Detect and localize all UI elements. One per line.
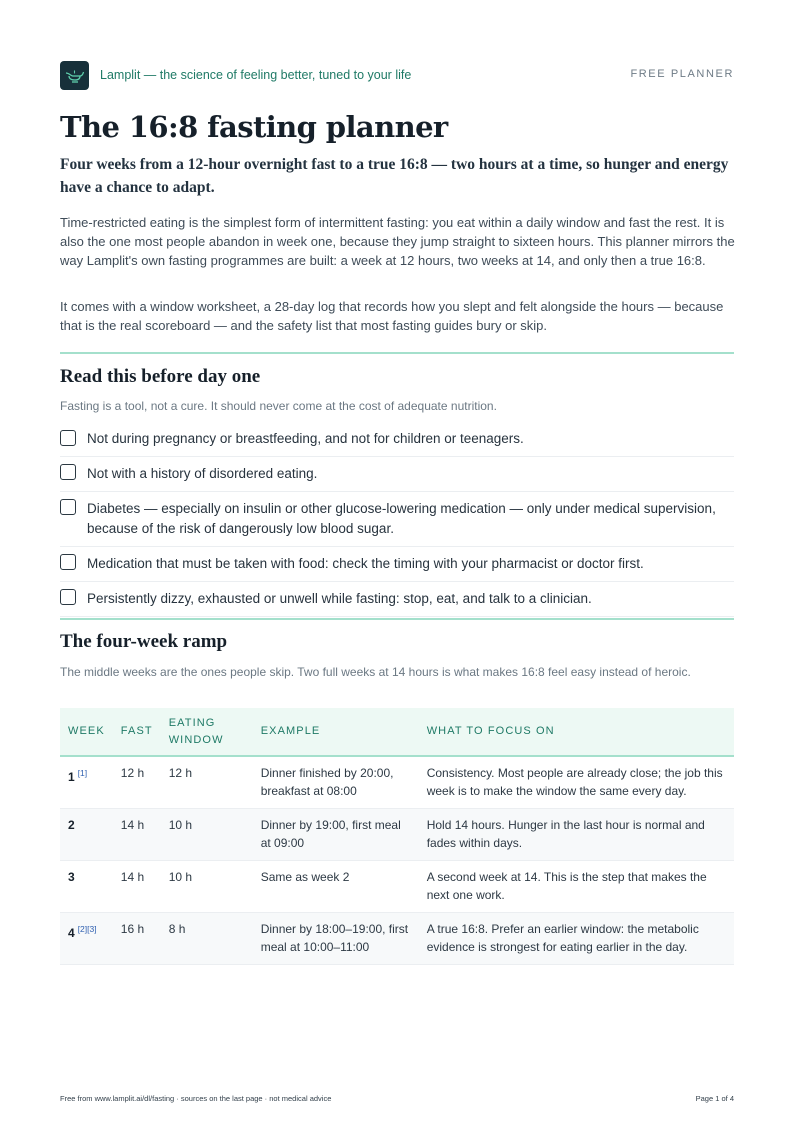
fast-cell: 16 h [113,913,161,965]
fast-cell: 14 h [113,809,161,861]
checklist-item [60,492,734,547]
focus-cell: Hold 14 hours. Hunger in the last hour is normal and fades within days. [419,809,734,861]
checkbox[interactable] [60,589,76,605]
table-row [60,861,734,913]
checklist-item [60,423,734,457]
table-header-row [60,708,734,756]
table-row [60,756,734,809]
week-number: 4 [68,926,75,940]
intro-paragraph: It comes with a window worksheet, a 28-day log that records how you slept and felt alongside the hours — because that is the real scoreboard — and the safety list that most fasting guides bury or skip. [60,299,724,333]
column-header-eating-window: EATING WINDOW [161,708,253,756]
column-header-fast: FAST [113,708,161,756]
checklist-item [60,582,734,617]
week-number: 3 [68,870,75,884]
fast-cell: 12 h [113,756,161,809]
citation-link[interactable]: [1] [77,768,88,778]
window-cell: 10 h [161,861,253,913]
column-header-example: EXAMPLE [253,708,419,756]
ramp-heading: The four-week ramp [60,631,228,652]
oil-lamp-icon [60,61,89,90]
ramp-note: The middle weeks are the ones people skip. Two full weeks at 14 hours is what makes 16:8 feel easy instead of heroic. [60,665,691,679]
citation-link[interactable]: [2][3] [77,924,97,934]
window-cell: 10 h [161,809,253,861]
week-cell [60,809,113,861]
page-subtitle: Four weeks from a 12-hour overnight fast to a true 16:8 — two hours at a time, so hunger and energy have a chance to adapt. [60,156,729,196]
window-cell: 12 h [161,756,253,809]
fast-cell: 14 h [113,861,161,913]
table-row [60,913,734,965]
checklist-item-text: Not with a history of disordered eating. [87,466,318,481]
week-cell [60,913,113,965]
example-cell: Dinner by 18:00–19:00, first meal at 10:00–11:00 [253,913,419,965]
example-cell: Same as week 2 [253,861,419,913]
checklist-item-text: Medication that must be taken with food: check the timing with your pharmacist or doctor first. [87,556,644,571]
page-title: The 16:8 fasting planner [60,110,448,144]
footer-source-note: Free from www.lamplit.ai/dl/fasting · sources on the last page · not medical advice [60,1094,332,1103]
checkbox[interactable] [60,464,76,480]
focus-cell: A true 16:8. Prefer an earlier window: the metabolic evidence is strongest for eating earlier in the day. [419,913,734,965]
column-header-week: WEEK [60,708,113,756]
checklist-item-text: Persistently dizzy, exhausted or unwell while fasting: stop, eat, and talk to a clinician. [87,591,592,606]
week-cell [60,861,113,913]
checklist-item-text: Not during pregnancy or breastfeeding, and not for children or teenagers. [87,431,524,446]
week-number: 1 [68,770,75,784]
intro-paragraph: Time-restricted eating is the simplest form of intermittent fasting: you eat within a daily window and fast the rest. It is also the one most people abandon in week one, because they jump straight to sixteen hours. This planner mirrors the way Lamplit's own fasting programmes are built: a week at 12 hours, two weeks at 14, and only then a true 16:8. [60,215,735,268]
checkbox[interactable] [60,430,76,446]
brand-tagline: Lamplit — the science of feeling better, tuned to your life [100,68,412,82]
example-cell: Dinner finished by 20:00, breakfast at 08:00 [253,756,419,809]
safety-heading: Read this before day one [60,366,261,387]
week-cell [60,756,113,809]
checkbox[interactable] [60,554,76,570]
table-row [60,809,734,861]
checklist-item-text: Diabetes — especially on insulin or other glucose-lowering medication — only under medical supervision, because of the risk of dangerously low blood sugar. [87,501,716,536]
ramp-table [60,708,734,965]
column-header-focus: WHAT TO FOCUS ON [419,708,734,756]
section-divider [60,618,734,620]
example-cell: Dinner by 19:00, first meal at 09:00 [253,809,419,861]
safety-checklist [60,423,734,617]
safety-note: Fasting is a tool, not a cure. It should never come at the cost of adequate nutrition. [60,399,497,413]
checklist-item [60,457,734,492]
page-header [60,61,734,91]
page-number: Page 1 of 4 [695,1094,734,1103]
free-planner-label: FREE PLANNER [630,68,734,80]
window-cell: 8 h [161,913,253,965]
week-number: 2 [68,818,75,832]
focus-cell: Consistency. Most people are already close; the job this week is to make the window the same every day. [419,756,734,809]
focus-cell: A second week at 14. This is the step that makes the next one work. [419,861,734,913]
checklist-item [60,547,734,582]
checkbox[interactable] [60,499,76,515]
section-divider [60,352,734,354]
